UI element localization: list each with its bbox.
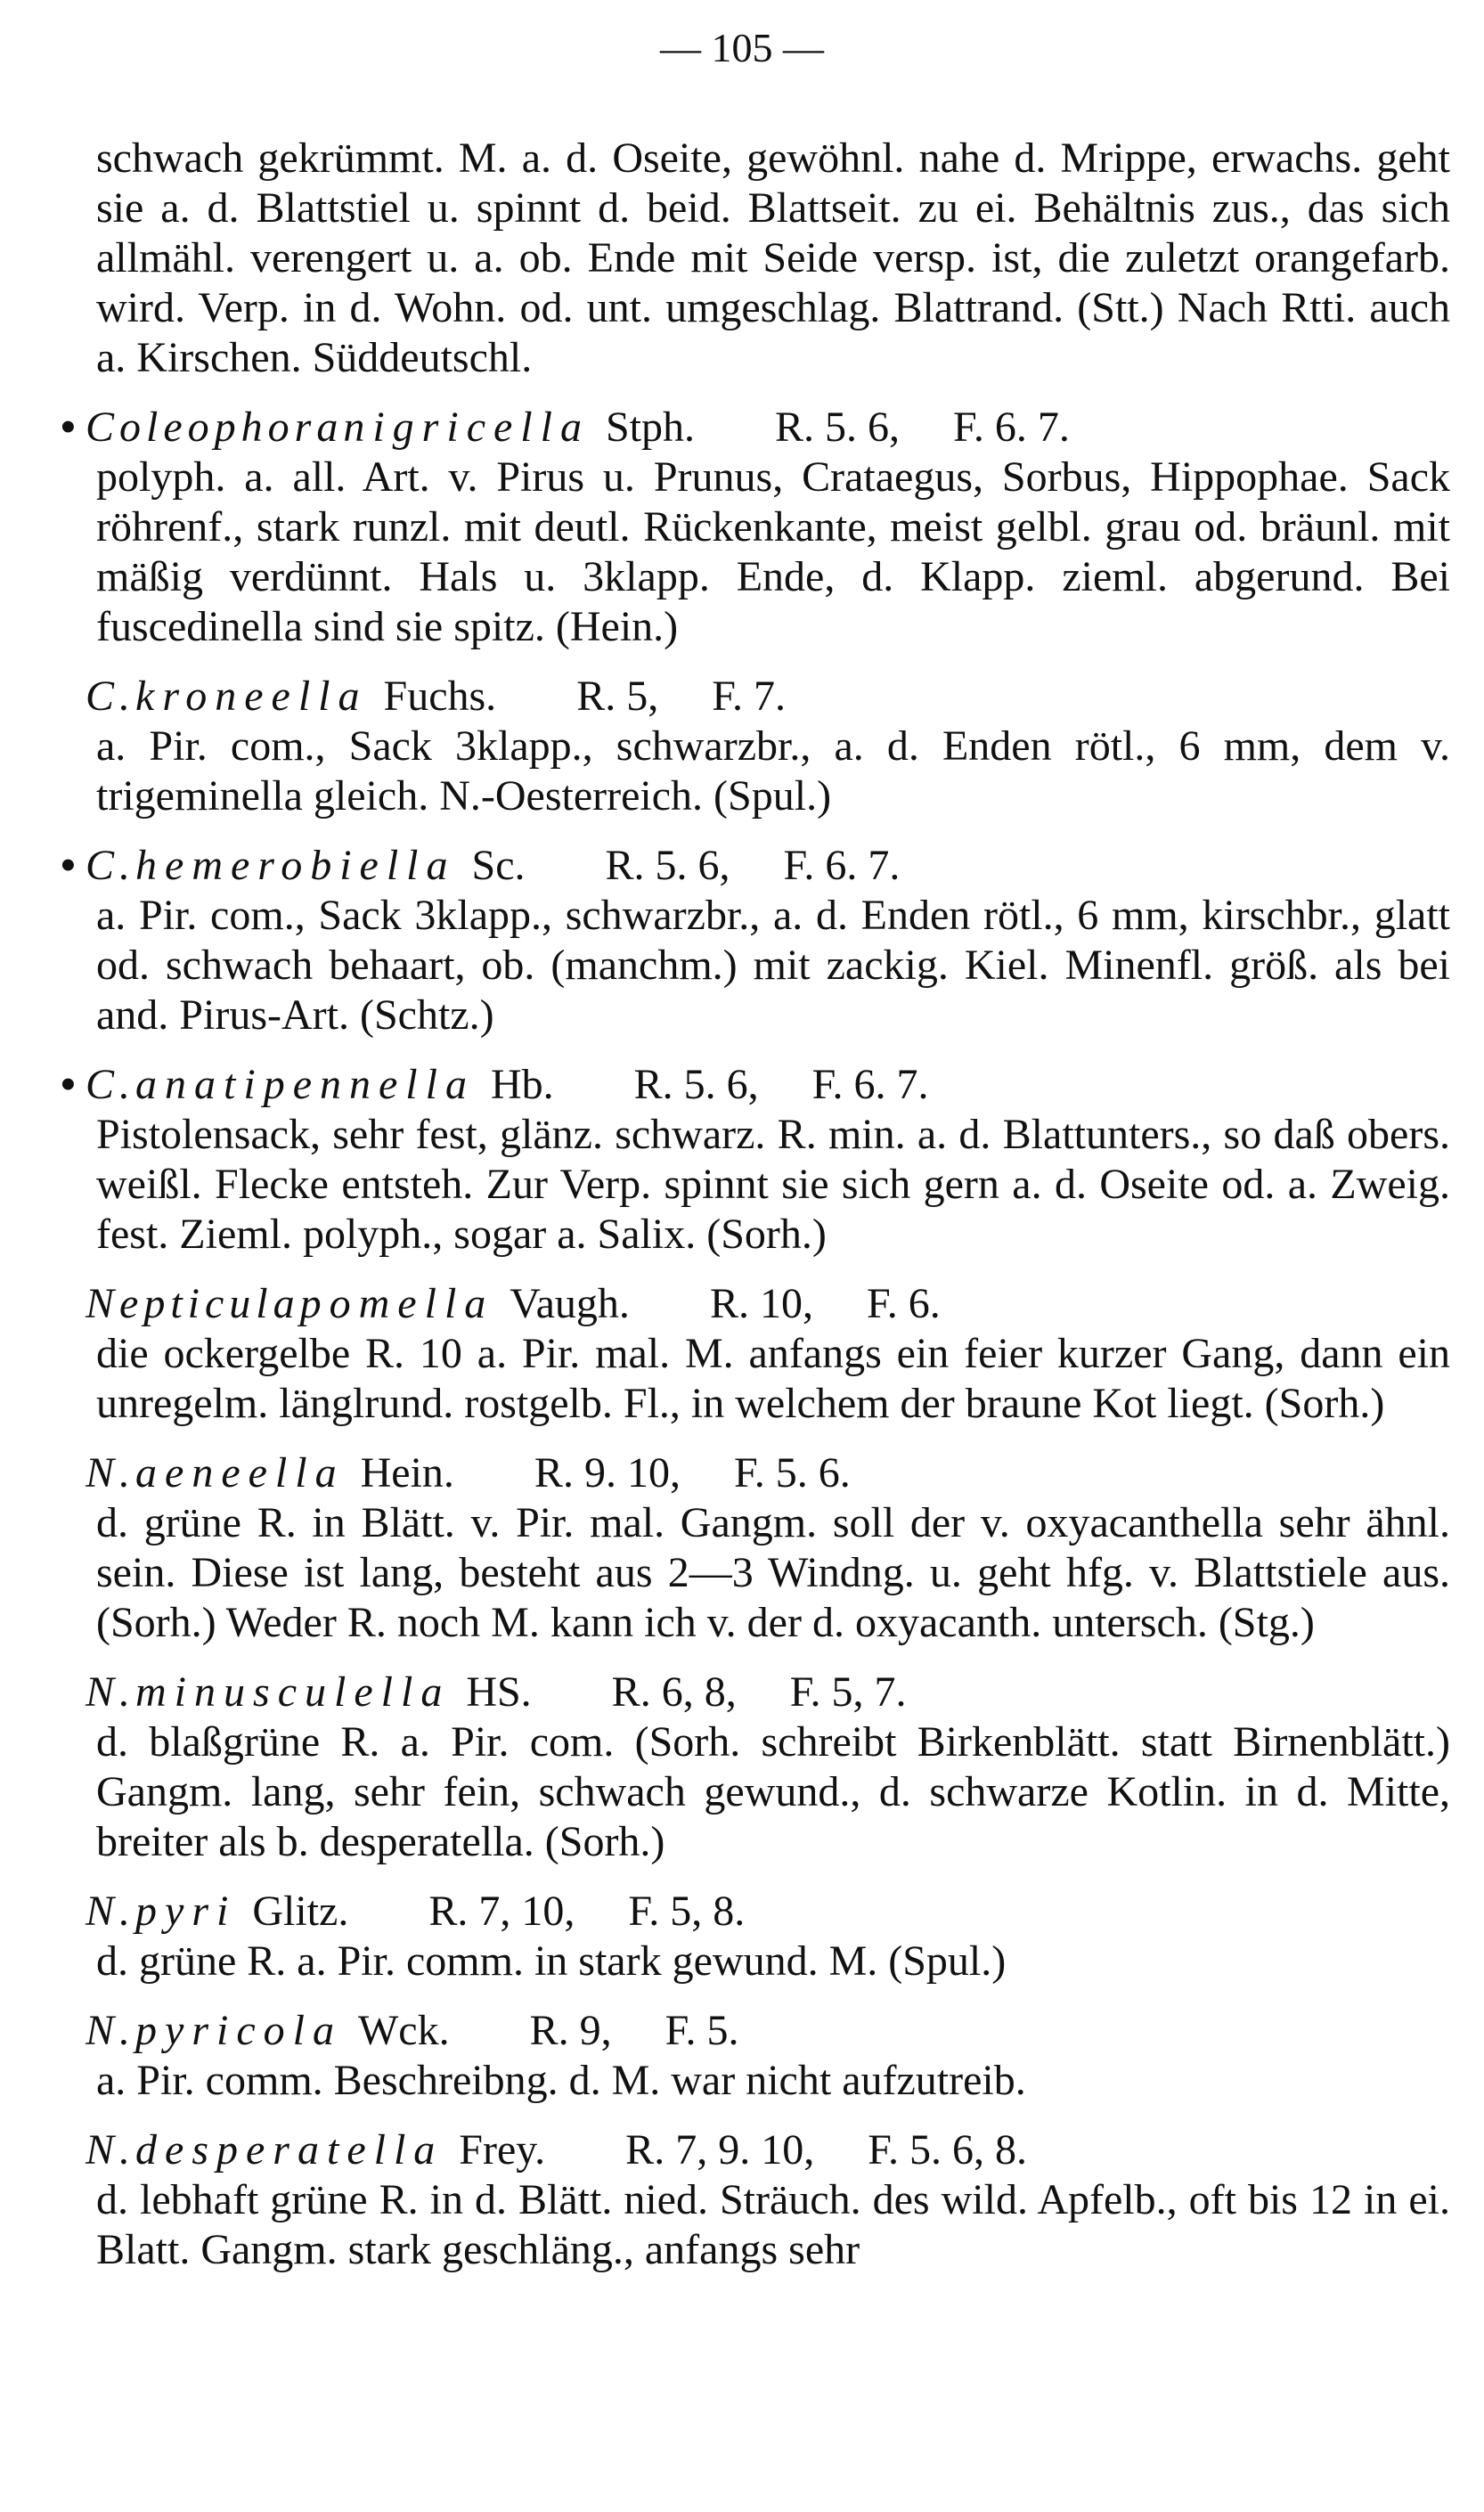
entry-mark: •	[61, 404, 76, 451]
flight-months: F. 5. 6, 8.	[868, 2126, 1028, 2174]
flight-months: F. 6.	[866, 1280, 941, 1327]
author-name: HS.	[466, 1668, 532, 1716]
entry-description: d. blaßgrüne R. a. Pir. com. (Sorh. schreibt Birkenblätt. statt Birnenblätt.) Gangm. lang, sehr fein, schwach gewund., d. schwarze Kotlin. in d. Mitte, breiter als b. desperatella. (Sorh.)	[96, 1718, 1450, 1865]
author-name: Hein.	[360, 1449, 454, 1497]
species-name: pyri	[135, 1888, 237, 1935]
continuation-paragraph: schwach gekrümmt. M. a. d. Oseite, gewöhnl. nahe d. Mrippe, erwachs. geht sie a. d. Blattstiel u. spinnt d. beid. Blattseit. zu ei. Behältnis zus., das sich allmähl. verengert u. a. ob. Ende mit Seide versp. ist, die zuletzt orangefarb. wird. Verp. in d. Wohn. od. unt. umgeschlag. Blattrand. (Stt.) Nach Rtti. auch a. Kirschen. Süddeutschl.	[96, 135, 1450, 381]
entry-description: a. Pir. comm. Beschreibng. d. M. war nicht aufzutreib.	[96, 2057, 1026, 2104]
species-name: pomella	[299, 1280, 494, 1327]
larva-months: R. 7, 10,	[428, 1888, 575, 1935]
entry-heading	[61, 1279, 1450, 1329]
author-name: Frey.	[459, 2126, 546, 2174]
species-name: kroneella	[135, 673, 368, 720]
genus-name: N.	[86, 1668, 136, 1716]
genus-name: N.	[86, 2007, 136, 2054]
page-content	[61, 134, 1450, 2275]
author-name: Hb.	[490, 1061, 554, 1108]
genus-name: Nepticula	[86, 1280, 300, 1327]
genus-name: N.	[86, 1888, 136, 1935]
genus-name: Coleophora	[86, 404, 344, 451]
entry-heading	[61, 403, 1450, 453]
species-entry	[61, 1060, 1450, 1260]
entry-mark: •	[61, 842, 76, 889]
species-entry	[61, 841, 1450, 1040]
larva-months: R. 9. 10,	[534, 1449, 681, 1497]
species-entry	[86, 672, 1450, 821]
author-name: Glitz.	[252, 1888, 349, 1935]
entry-heading	[61, 1668, 1450, 1717]
flight-months: F. 5, 8.	[628, 1888, 746, 1935]
species-name: hemerobiella	[135, 842, 456, 889]
entry-heading	[61, 672, 1450, 722]
species-name: pyricola	[135, 2007, 342, 2054]
author-name: Stph.	[605, 404, 696, 451]
species-name: desperatella	[135, 2126, 444, 2174]
entry-description: Pistolensack, sehr fest, glänz. schwarz. R. min. a. d. Blattunters., so daß obers. weißl. Flecke entsteh. Zur Verp. spinnt sie sich gern a. d. Oseite od. a. Zweig. fest. Zieml. polyph., sogar a. Salix. (Sorh.)	[96, 1111, 1450, 1258]
author-name: Sc.	[471, 842, 526, 889]
author-name: Fuchs.	[383, 673, 497, 720]
species-entry	[86, 1668, 1450, 1867]
species-entry	[86, 1448, 1450, 1648]
entry-description: a. Pir. com., Sack 3klapp., schwarzbr., a. d. Enden rötl., 6 mm, kirschbr., glatt od. schwach behaart, ob. (manchm.) mit zackig. Kiel. Minenfl. größ. als bei and. Pirus-Art. (Schtz.)	[96, 892, 1450, 1039]
species-entry	[61, 403, 1450, 652]
entry-description: d. lebhaft grüne R. in d. Blätt. nied. Sträuch. des wild. Apfelb., oft bis 12 in ei. Blatt. Gangm. stark geschläng., anfangs sehr	[96, 2176, 1450, 2273]
entry-heading	[61, 2006, 1450, 2056]
genus-name: N.	[86, 1449, 136, 1497]
larva-months: R. 5. 6,	[605, 842, 730, 889]
species-entry	[86, 2125, 1450, 2275]
larva-months: R. 6, 8,	[611, 1668, 737, 1716]
larva-months: R. 10,	[709, 1280, 813, 1327]
genus-name: C.	[86, 1061, 136, 1108]
species-name: aeneella	[135, 1449, 345, 1497]
author-name: Wck.	[357, 2007, 450, 2054]
species-entry	[86, 1887, 1450, 1986]
flight-months: F. 5. 6.	[733, 1449, 851, 1497]
author-name: Vaugh.	[510, 1280, 630, 1327]
species-entry	[86, 2006, 1450, 2106]
species-name: anatipennella	[135, 1061, 475, 1108]
entry-heading	[61, 841, 1450, 891]
flight-months: F. 5, 7.	[789, 1668, 907, 1716]
entry-description: d. grüne R. a. Pir. comm. in stark gewund. M. (Spul.)	[96, 1937, 1007, 1985]
species-name: minusculella	[135, 1668, 451, 1716]
larva-months: R. 5. 6,	[633, 1061, 759, 1108]
flight-months: F. 7.	[712, 673, 787, 720]
entry-description: d. grüne R. in Blätt. v. Pir. mal. Gangm. soll der v. oxyacanthella sehr ähnl. sein. Diese ist lang, besteht aus 2—3 Windng. u. geht hfg. v. Blattstiele aus. (Sorh.) Weder R. noch M. kann ich v. der d. oxyacanth. untersch. (Stg.)	[96, 1499, 1450, 1646]
genus-name: N.	[86, 2126, 136, 2174]
species-name: nigricella	[343, 404, 590, 451]
larva-months: R. 7, 9. 10,	[625, 2126, 815, 2174]
entry-mark: •	[61, 1061, 76, 1108]
entry-heading	[61, 1448, 1450, 1498]
entry-heading	[61, 1887, 1450, 1937]
flight-months: F. 6. 7.	[783, 842, 901, 889]
genus-name: C.	[86, 673, 136, 720]
flight-months: F. 6. 7.	[811, 1061, 929, 1108]
larva-months: R. 9,	[529, 2007, 612, 2054]
entry-description: a. Pir. com., Sack 3klapp., schwarzbr., a. d. Enden rötl., 6 mm, dem v. trigeminella gleich. N.-Oesterreich. (Spul.)	[96, 722, 1450, 820]
larva-months: R. 5,	[576, 673, 659, 720]
flight-months: F. 6. 7.	[953, 404, 1070, 451]
entry-heading	[61, 2125, 1450, 2175]
entry-description: die ockergelbe R. 10 a. Pir. mal. M. anfangs ein feier kurzer Gang, dann ein unregelm. länglrund. rostgelb. Fl., in welchem der braune Kot liegt. (Sorh.)	[96, 1330, 1450, 1427]
entry-description: polyph. a. all. Art. v. Pirus u. Prunus, Crataegus, Sorbus, Hippophae. Sack röhrenf., stark runzl. mit deutl. Rückenkante, meist gelbl. grau od. bräunl. mit mäßig verdünnt. Hals u. 3klapp. Ende, d. Klapp. zieml. abgerund. Bei fuscedinella sind sie spitz. (Hein.)	[96, 453, 1450, 650]
genus-name: C.	[86, 842, 136, 889]
species-entries	[61, 403, 1450, 2275]
species-entry	[86, 1279, 1450, 1429]
entry-heading	[61, 1060, 1450, 1110]
larva-months: R. 5. 6,	[775, 404, 901, 451]
flight-months: F. 5.	[665, 2007, 739, 2054]
page-number: — 105 —	[660, 25, 824, 70]
